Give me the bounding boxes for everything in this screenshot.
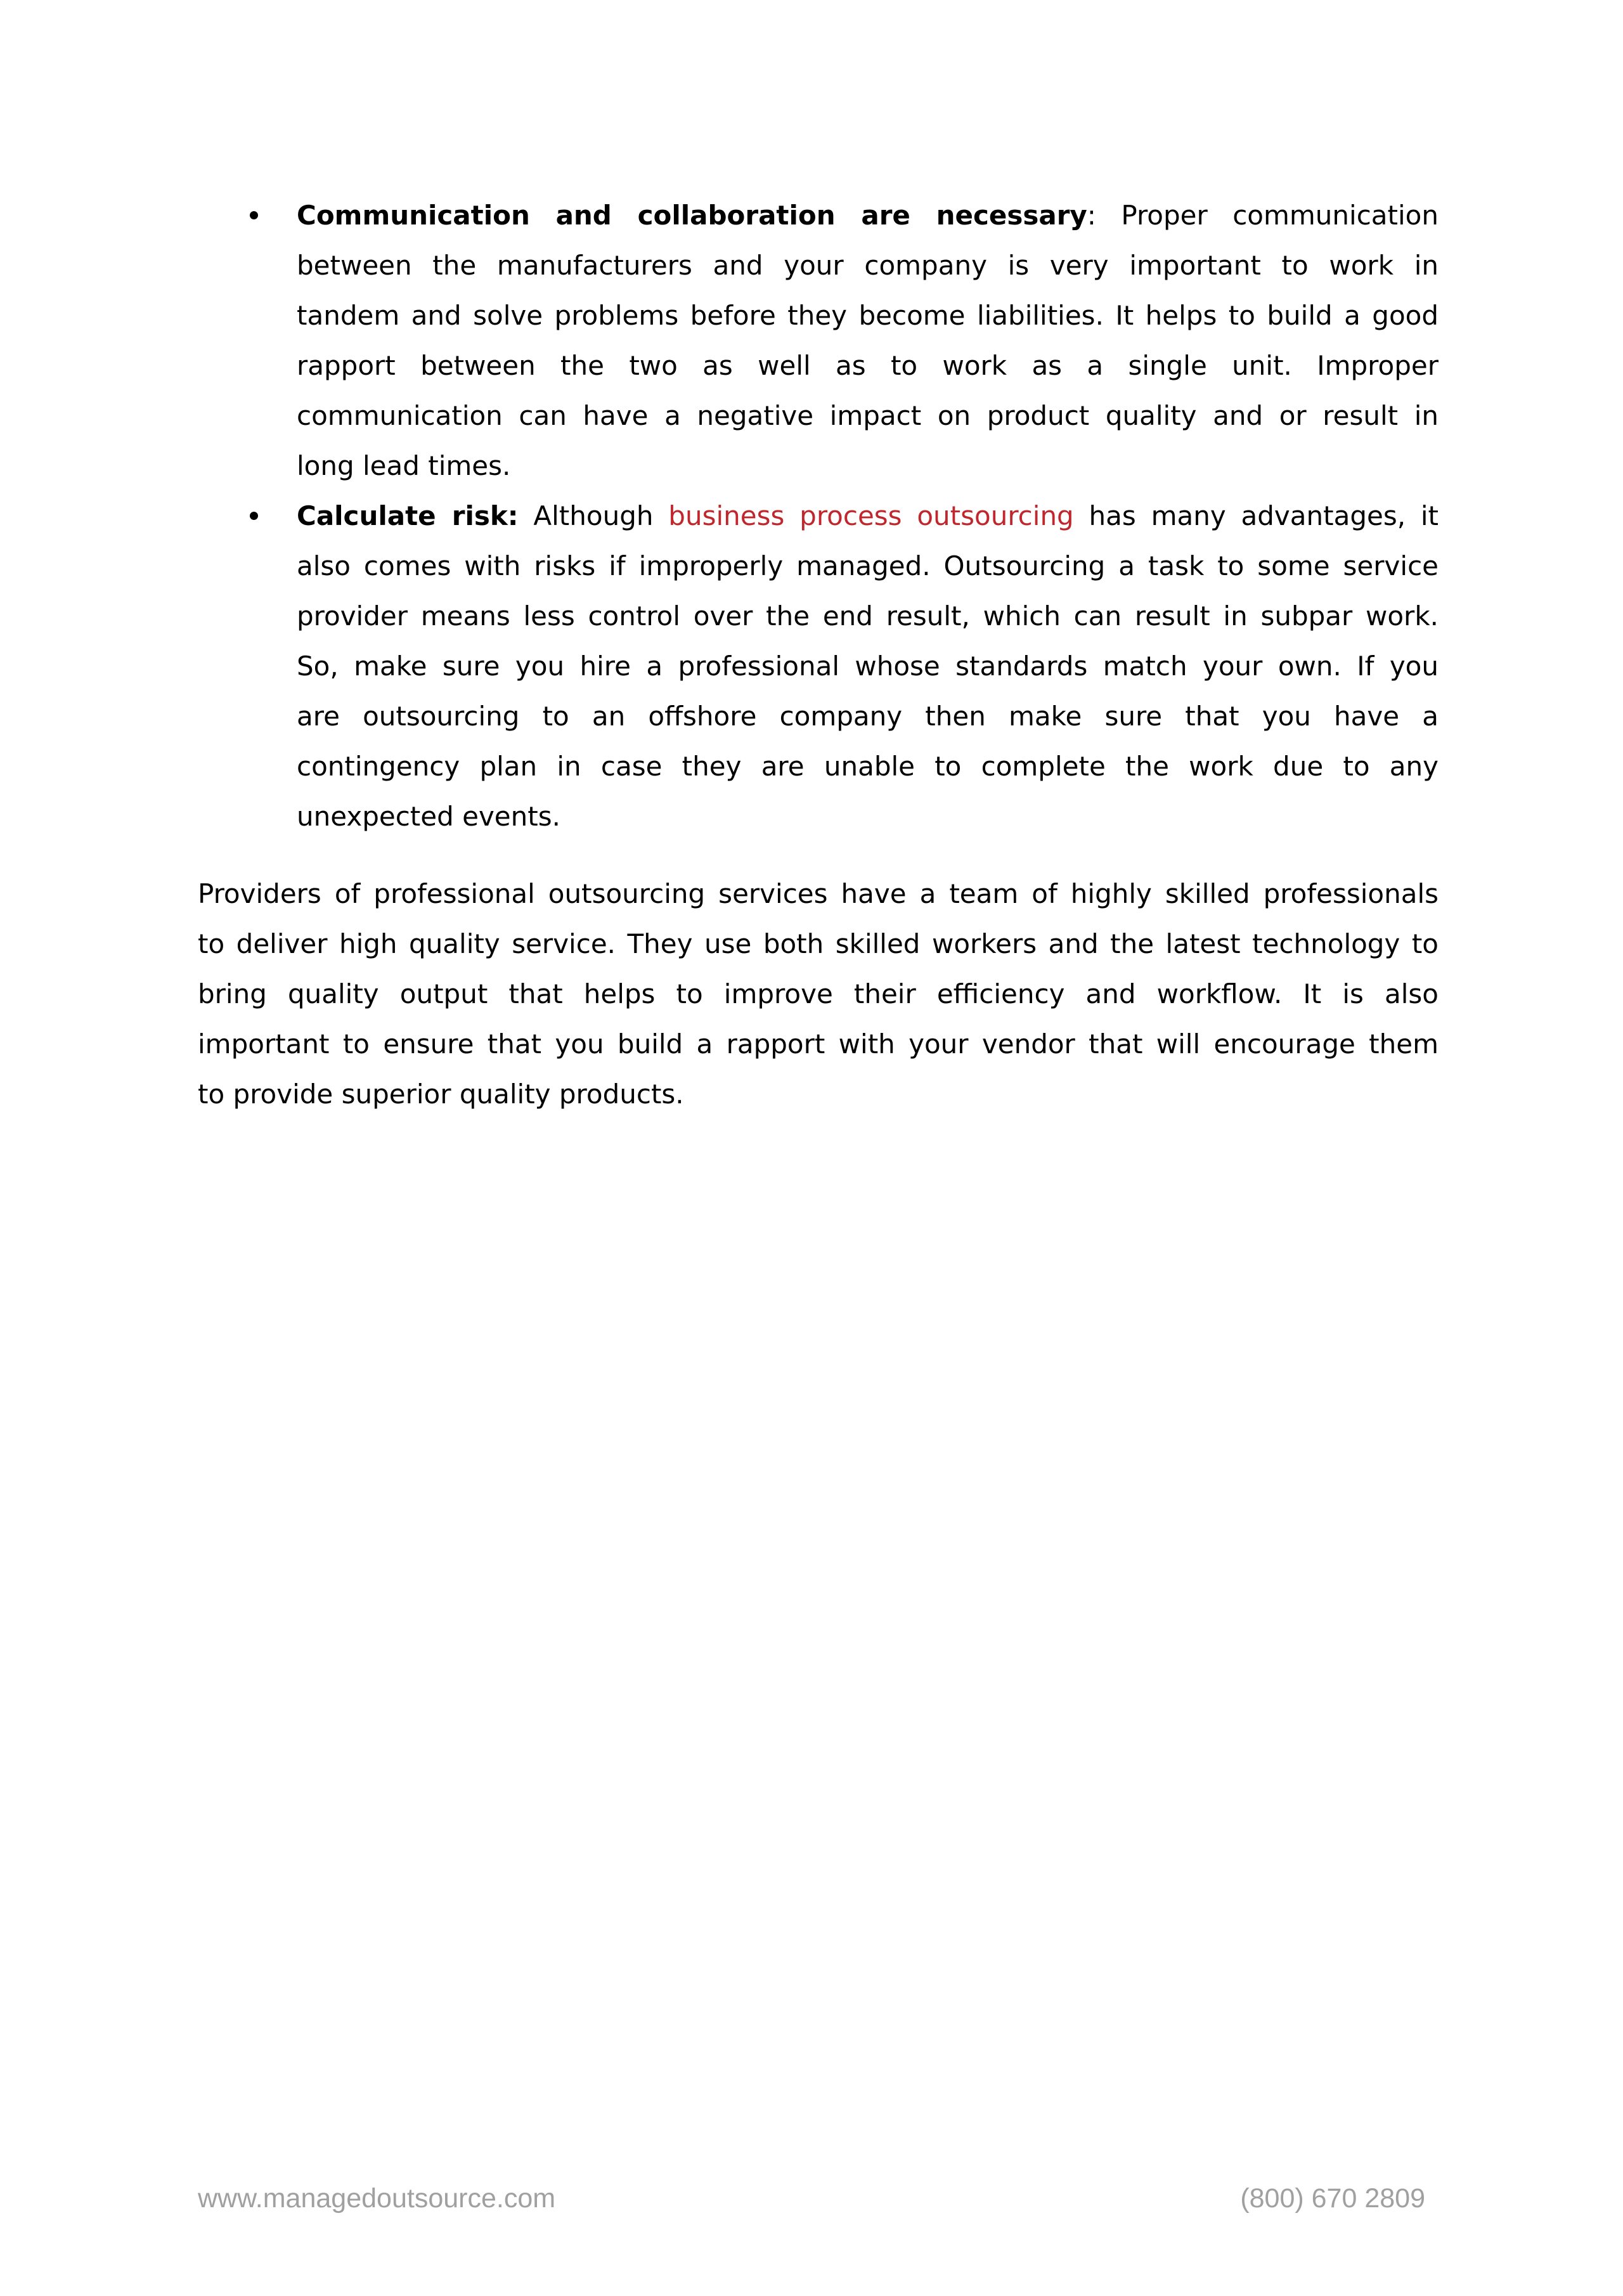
text-line (297, 190, 1439, 240)
text-line: also comes with risks if improperly managed. Outsourcing a task to some service (297, 550, 1439, 581)
closing-paragraph (198, 869, 1439, 1119)
bullet-text: Although (533, 500, 654, 531)
text-line: provider means less control over the end result, which can result in subpar work. (297, 600, 1439, 632)
bullet-dot-icon (250, 512, 258, 520)
text-line (297, 491, 1439, 541)
bullet-heading: Calculate risk: (297, 500, 519, 531)
bullet-text: : Proper communication (1087, 200, 1439, 231)
bullet-dot-icon (250, 211, 258, 219)
text-line: to provide superior quality products. (198, 1079, 684, 1110)
text-line: unexpected events. (297, 801, 560, 832)
text-line: rapport between the two as well as to work as a single unit. Improper (297, 350, 1439, 381)
bullet-text: has many advantages, it (1089, 500, 1439, 531)
footer-website: www.managedoutsource.com (198, 2183, 556, 2214)
text-line: contingency plan in case they are unable to complete the work due to any (297, 751, 1439, 782)
text-line: tandem and solve problems before they become liabilities. It helps to build a good (297, 300, 1439, 331)
text-line: So, make sure you hire a professional whose standards match your own. If you (297, 651, 1439, 682)
text-line: between the manufacturers and your company is very important to work in (297, 250, 1439, 281)
text-line: bring quality output that helps to improve their efficiency and workflow. It is also (198, 978, 1439, 1009)
text-line: long lead times. (297, 450, 511, 481)
bullet-list (297, 190, 1439, 841)
footer-phone: (800) 670 2809 (1240, 2183, 1425, 2214)
text-line: are outsourcing to an offshore company then make sure that you have a (297, 701, 1439, 732)
bullet-item-calculate-risk (297, 491, 1439, 841)
text-line: communication can have a negative impact on product quality and or result in (297, 400, 1439, 431)
text-line: Providers of professional outsourcing services have a team of highly skilled professionals (198, 878, 1439, 909)
text-line: to deliver high quality service. They use both skilled workers and the latest technology to (198, 928, 1439, 959)
text-line: important to ensure that you build a rapport with your vendor that will encourage them (198, 1028, 1439, 1060)
bullet-heading: Communication and collaboration are necessary (297, 200, 1087, 231)
business-process-outsourcing-link[interactable]: business process outsourcing (668, 500, 1074, 531)
bullet-item-communication (297, 190, 1439, 491)
